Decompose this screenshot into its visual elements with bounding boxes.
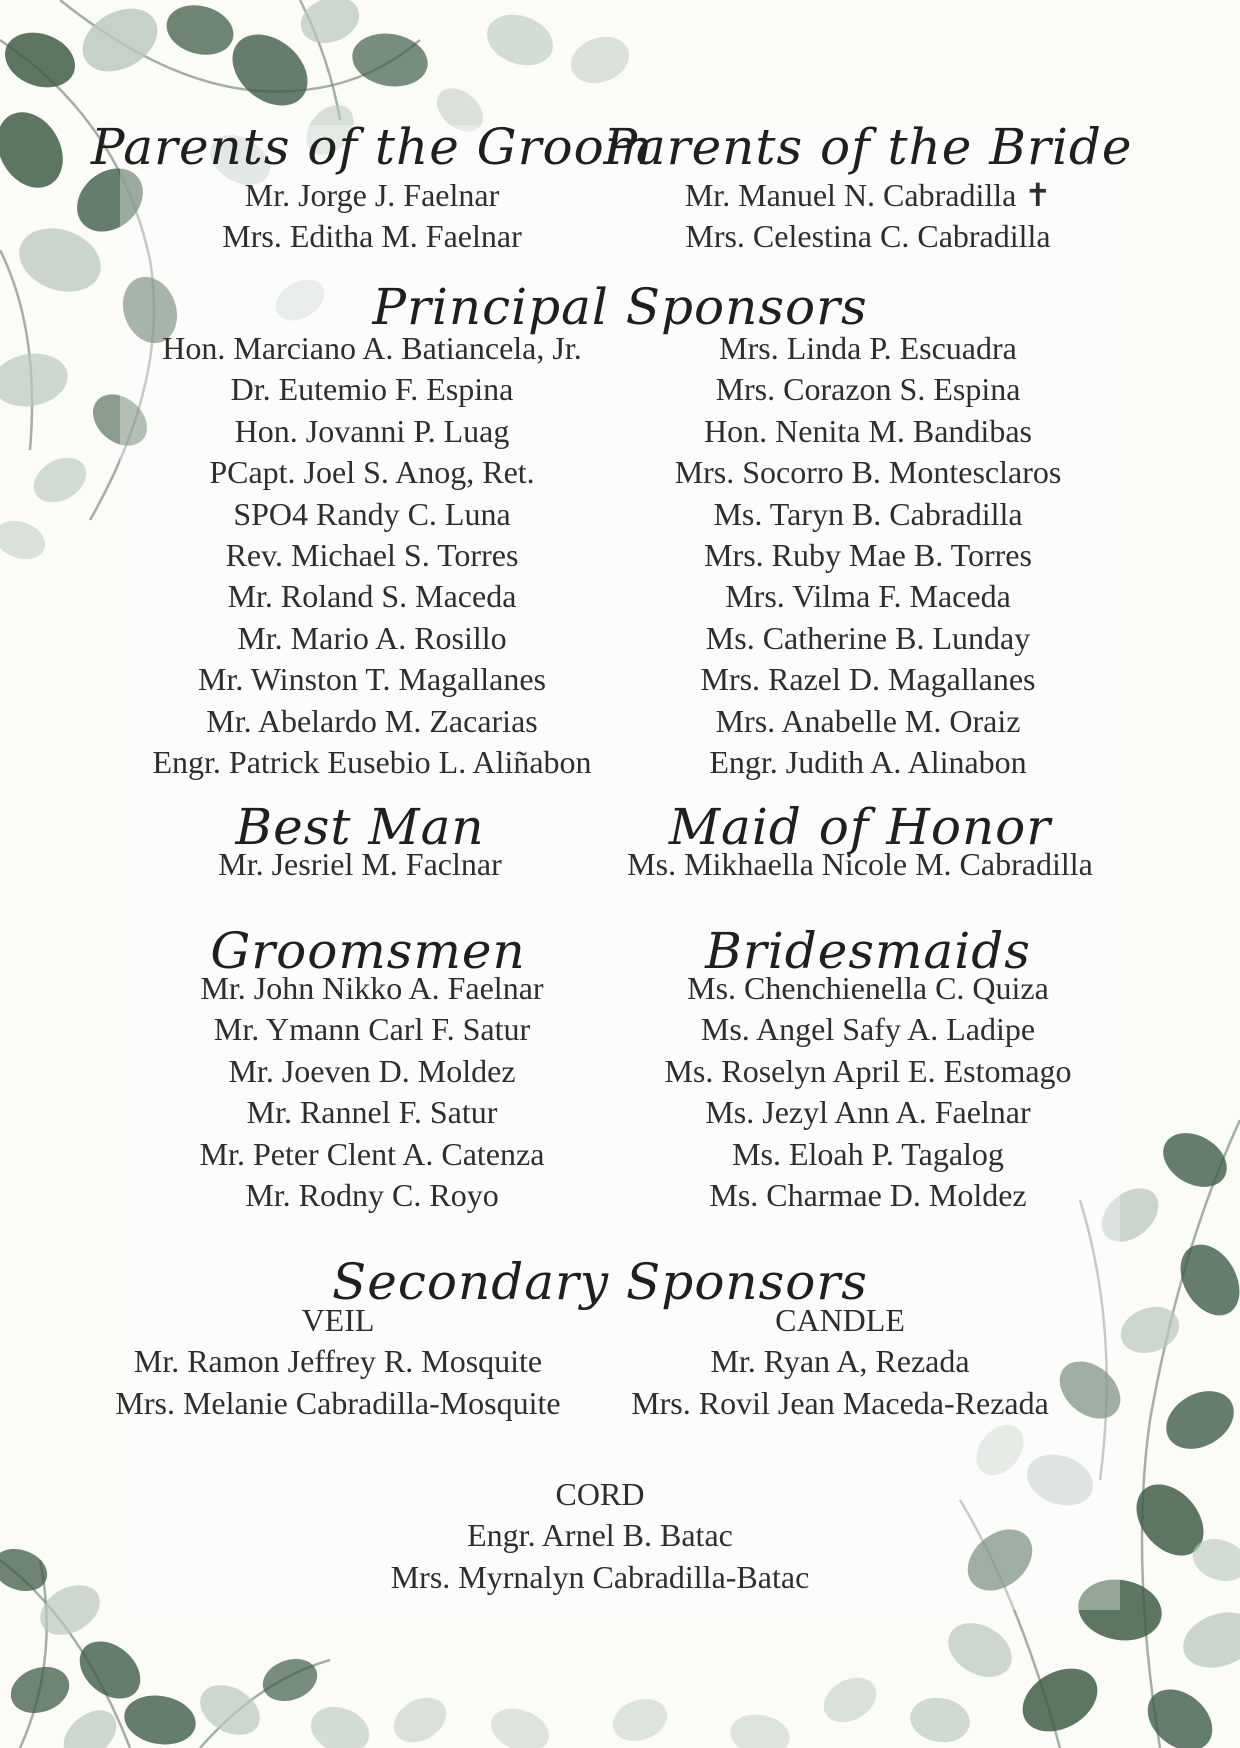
list-item: Mr. Winston T. Magallanes xyxy=(197,661,547,698)
list-item: Mr. Jorge J. Faelnar xyxy=(244,177,500,213)
eucalyptus-leaf xyxy=(0,348,72,412)
eucalyptus-leaf xyxy=(480,6,560,74)
list-item: Mr. Manuel N. Cabradilla ✝ xyxy=(684,177,1052,213)
list-item: Mr. Peter Clent A. Catenza xyxy=(199,1135,545,1172)
list-item: Mrs. Linda P. Escuadra xyxy=(719,330,1017,366)
veil-list xyxy=(115,1300,560,1424)
eucalyptus-leaf xyxy=(191,1675,268,1745)
candle-label: CANDLE xyxy=(775,1302,905,1338)
eucalyptus-leaf xyxy=(1154,1122,1237,1198)
groomsmen-list xyxy=(200,968,545,1216)
list-item: Mr. Abelardo M. Zacarias xyxy=(206,702,538,739)
eucalyptus-leaf xyxy=(1156,1379,1240,1460)
eucalyptus-leaf xyxy=(54,1700,126,1748)
list-item: Mrs. Celestina C. Cabradilla xyxy=(685,218,1051,255)
eucalyptus-leaf xyxy=(4,1659,75,1721)
parents-of-groom-list xyxy=(222,175,522,258)
list-item: Ms. Catherine B. Lunday xyxy=(705,619,1031,656)
list-item: Mrs. Rovil Jean Maceda-Rezada xyxy=(631,1384,1049,1421)
list-item: SPO4 Randy C. Luna xyxy=(233,495,511,532)
list-item: Mr. Ramon Jeffrey R. Mosquite xyxy=(133,1343,543,1380)
cord-label: CORD xyxy=(555,1476,645,1512)
list-item: Ms. Roselyn April E. Estomago xyxy=(664,1052,1072,1089)
eucalyptus-leaf xyxy=(26,449,94,512)
list-item: Ms. Chenchienella C. Quiza xyxy=(687,970,1049,1006)
list-item: Hon. Nenita M. Bandibas xyxy=(704,412,1032,449)
eucalyptus-leaf xyxy=(386,1689,454,1748)
eucalyptus-leaf xyxy=(907,1693,974,1747)
eucalyptus-leaf xyxy=(1175,1603,1240,1678)
groomsmen-heading: Groomsmen xyxy=(210,922,526,980)
list-item: Mr. Joeven D. Moldez xyxy=(228,1052,516,1089)
list-item: Mrs. Razel D. Magallanes xyxy=(700,661,1036,698)
eucalyptus-leaf xyxy=(69,1630,152,1710)
list-item: Engr. Judith A. Alinabon xyxy=(709,743,1027,780)
list-item: Mr. Ryan A, Rezada xyxy=(710,1343,970,1380)
list-item: Ms. Jezyl Ann A. Faelnar xyxy=(705,1094,1031,1131)
list-item: Mr. Ymann Carl F. Satur xyxy=(213,1011,531,1048)
eucalyptus-leaf xyxy=(257,1652,323,1709)
list-item: Engr. Arnel B. Batac xyxy=(467,1517,733,1554)
list-item: Mrs. Editha M. Faelnar xyxy=(222,218,522,255)
list-item: Mrs. Corazon S. Espina xyxy=(715,371,1021,408)
list-item: Ms. Mikhaella Nicole M. Cabradilla xyxy=(627,846,1093,882)
eucalyptus-leaf xyxy=(816,1669,884,1732)
eucalyptus-leaf xyxy=(1011,1656,1108,1744)
list-item: Mrs. Ruby Mae B. Torres xyxy=(704,536,1032,573)
parents-of-bride-list xyxy=(685,175,1051,258)
eucalyptus-leaf xyxy=(120,1690,199,1748)
candle-list xyxy=(631,1300,1049,1424)
principal-sponsors-heading: Principal Sponsors xyxy=(372,278,868,336)
best-man-heading: Best Man xyxy=(235,798,485,856)
veil-label: VEIL xyxy=(301,1302,375,1338)
eucalyptus-leaf xyxy=(348,28,432,92)
list-item: Hon. Marciano A. Batiancela, Jr. xyxy=(162,330,582,366)
list-item: Dr. Eutemio F. Espina xyxy=(230,371,514,408)
cord-list xyxy=(391,1474,810,1598)
eucalyptus-leaf xyxy=(0,23,83,96)
principal-sponsors-left xyxy=(152,328,591,783)
bridesmaids-heading: Bridesmaids xyxy=(705,922,1031,980)
principal-sponsors-right xyxy=(675,328,1062,783)
list-item: Mrs. Melanie Cabradilla-Mosquite xyxy=(115,1384,561,1421)
list-item: Mr. Mario A. Rosillo xyxy=(237,619,507,656)
list-item: Ms. Eloah P. Tagalog xyxy=(732,1135,1004,1172)
secondary-sponsors-heading: Secondary Sponsors xyxy=(332,1253,868,1311)
eucalyptus-leaf xyxy=(71,0,168,84)
eucalyptus-stem xyxy=(0,250,32,450)
eucalyptus-leaf xyxy=(607,1692,673,1748)
eucalyptus-leaf xyxy=(1168,1234,1240,1326)
bridesmaids-list xyxy=(664,968,1071,1216)
eucalyptus-leaf xyxy=(1136,1677,1225,1748)
list-item: Ms. Angel Safy A. Ladipe xyxy=(700,1011,1036,1048)
list-item: Ms. Charmae D. Moldez xyxy=(709,1176,1027,1213)
eucalyptus-leaf xyxy=(0,100,76,199)
list-item: Mr. Jesriel M. Faclnar xyxy=(218,846,502,882)
list-item: Mrs. Myrnalyn Cabradilla-Batac xyxy=(390,1558,810,1595)
list-item: Mr. John Nikko A. Faelnar xyxy=(200,970,544,1006)
eucalyptus-leaf xyxy=(727,1710,793,1748)
eucalyptus-leaf xyxy=(304,1699,375,1748)
eucalyptus-leaf xyxy=(161,0,239,62)
list-item: Mr. Rodny C. Royo xyxy=(245,1176,499,1213)
list-item: Mr. Rannel F. Satur xyxy=(246,1094,498,1131)
eucalyptus-leaf xyxy=(0,514,51,566)
parents-of-groom-heading: Parents of the Groom xyxy=(90,118,654,176)
list-item: Engr. Patrick Eusebio L. Aliñabon xyxy=(152,743,592,780)
list-item: Mrs. Anabelle M. Oraiz xyxy=(715,702,1021,739)
list-item: Rev. Michael S. Torres xyxy=(225,536,519,573)
list-item: Mrs. Socorro B. Montesclaros xyxy=(674,454,1062,491)
list-item: PCapt. Joel S. Anog, Ret. xyxy=(209,454,535,491)
eucalyptus-leaf xyxy=(485,1701,555,1748)
list-item: Mr. Roland S. Maceda xyxy=(227,578,517,615)
parents-of-bride-heading: Parents of the Bride xyxy=(603,118,1133,176)
list-item: Mrs. Vilma F. Maceda xyxy=(725,578,1011,615)
eucalyptus-leaf xyxy=(939,1612,1022,1688)
list-item: Hon. Jovanni P. Luag xyxy=(234,412,510,449)
list-item: Ms. Taryn B. Cabradilla xyxy=(713,495,1023,532)
maid-of-honor-heading: Maid of Honor xyxy=(668,798,1052,856)
eucalyptus-leaf xyxy=(564,29,635,91)
